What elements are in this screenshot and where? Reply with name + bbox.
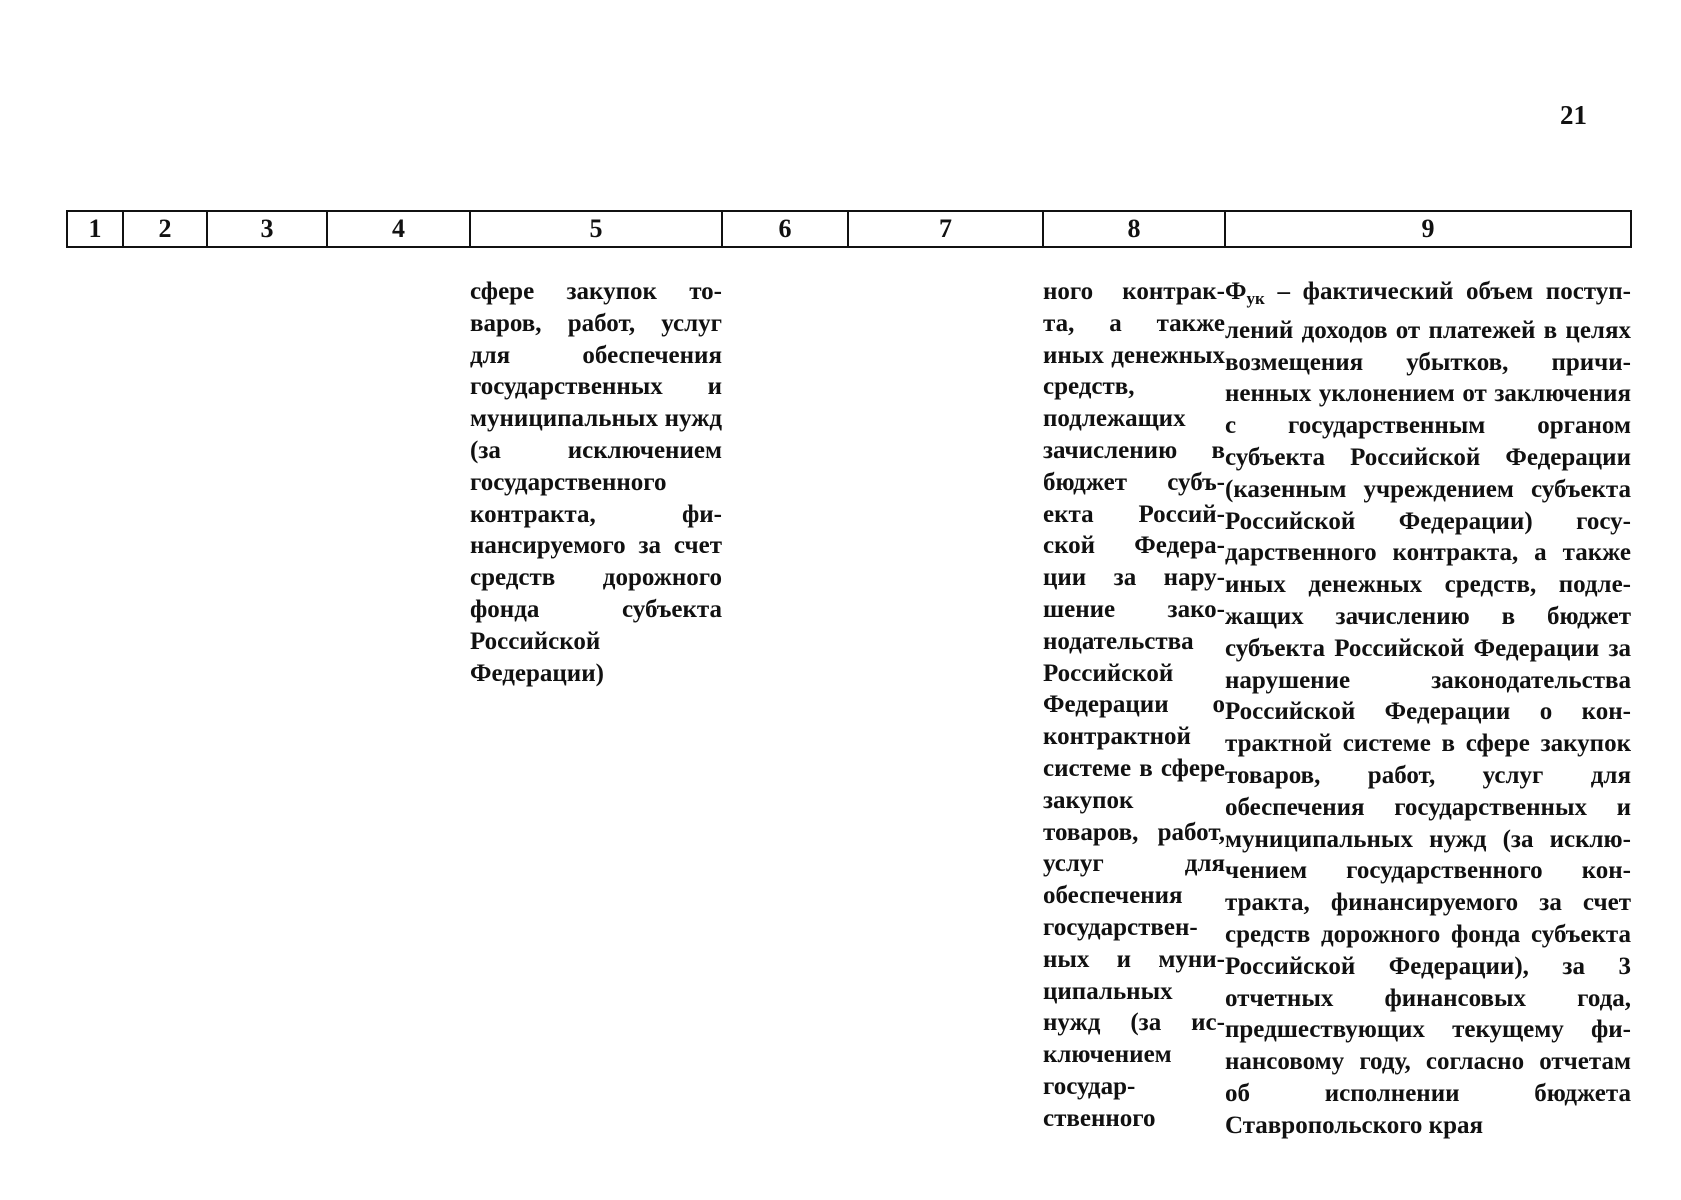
column-header-8: 8 — [1043, 211, 1225, 247]
cell-col-5-text: сфере закупок товаров, работ, услуг для обеспечения государственных и муниципальных нужд (за исключением государственного контракта, финансируемого за счет средств дорожного фонда субъекта Российской Федерации) — [470, 278, 722, 687]
table-row — [67, 276, 1631, 1142]
cell-col-1 — [67, 276, 123, 1142]
data-table — [66, 210, 1632, 1142]
cell-col-9-body: – фактический объем поступлений доходов от платежей в целях возмещения убытков, причиненных уклонением от заключения с государственным органом субъекта Российской Федерации (казенным учреждением субъекта Российской Федерации) государственного контракта, а также иных денежных средств, подлежащих зачислению в бюджет субъекта Российской Федерации за нарушение законодательства Российской Федерации о контрактной системе в сфере закупок товаров, работ, услуг для обеспечения государственных и муниципальных нужд (за исключением государственного контракта, финансируемого за счет средств дорожного фонда субъекта Российской Федерации), за 3 отчетных финансовых года, предшествующих текущему финансовому году, согласно отчетам об исполнении бюджета Ставропольского края — [1225, 278, 1631, 1139]
cell-col-2 — [123, 276, 207, 1142]
column-header-2: 2 — [123, 211, 207, 247]
cell-col-8-text: ного контракта, а также иных денежных средств, подлежащих зачислению в бюджет субъекта Российской Федерации за нарушение законодательства Российской Федерации о контрактной системе в сфере закупок товаров, работ, услуг для обеспечения государственных и муниципальных нужд (за исключением государственного — [1043, 278, 1225, 1132]
cell-col-6 — [722, 276, 848, 1142]
formula-subscript: ук — [1246, 289, 1265, 308]
page-number: 21 — [1560, 100, 1587, 130]
cell-col-9 — [1225, 276, 1631, 1142]
column-header-6: 6 — [722, 211, 848, 247]
column-header-4: 4 — [327, 211, 470, 247]
column-header-1: 1 — [67, 211, 123, 247]
cell-col-3 — [207, 276, 327, 1142]
cell-col-9-text — [1225, 276, 1631, 1142]
column-header-5: 5 — [470, 211, 722, 247]
cell-col-8 — [1043, 276, 1225, 1142]
header-row — [67, 211, 1631, 247]
column-header-7: 7 — [848, 211, 1043, 247]
cell-col-4 — [327, 276, 470, 1142]
column-header-3: 3 — [207, 211, 327, 247]
column-header-9: 9 — [1225, 211, 1631, 247]
cell-col-5 — [470, 276, 722, 1142]
cell-col-7 — [848, 276, 1043, 1142]
formula-symbol: Ф — [1225, 278, 1247, 305]
